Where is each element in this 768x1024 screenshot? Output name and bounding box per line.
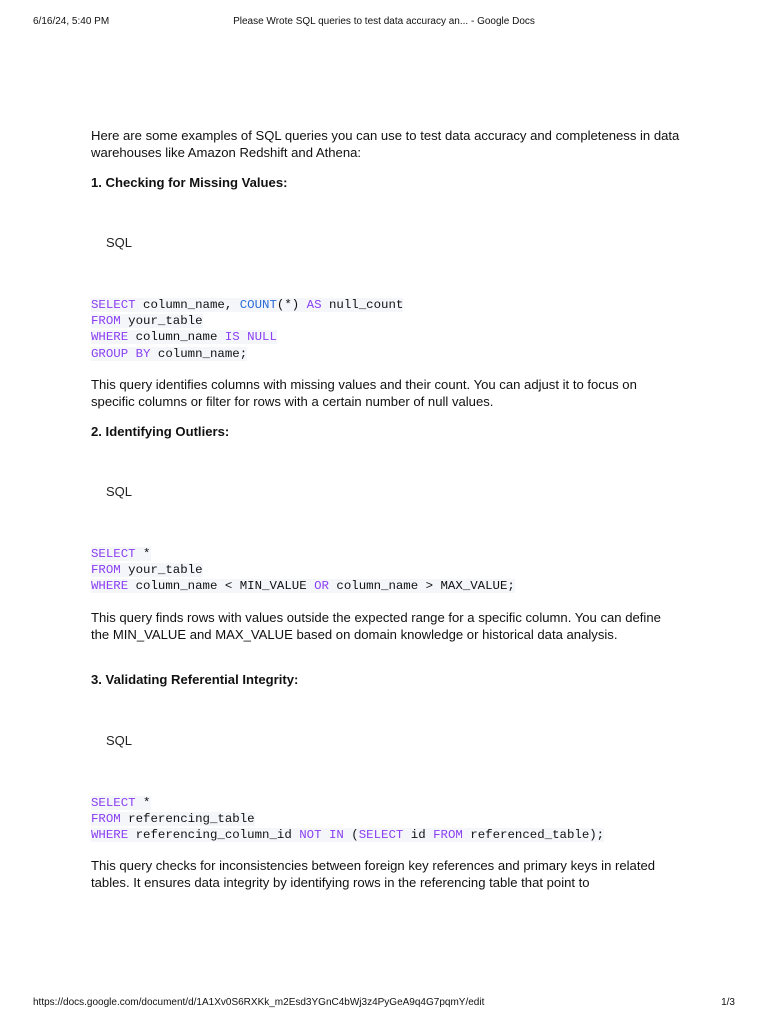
- sql-keyword: NOT IN: [299, 828, 344, 843]
- section-heading: 1. Checking for Missing Values:: [91, 175, 288, 190]
- print-doc-title: Please Wrote SQL queries to test data accuracy an... - Google Docs: [233, 16, 535, 27]
- code-line: [91, 562, 515, 578]
- sql-keyword: FROM: [91, 314, 121, 329]
- sql-text: *: [135, 547, 151, 561]
- code-line: [91, 346, 403, 362]
- sql-keyword: FROM: [433, 828, 463, 843]
- sql-keyword: SELECT: [91, 298, 136, 312]
- code-language-label: SQL: [106, 733, 133, 748]
- code-language-label: SQL: [106, 235, 133, 250]
- code-line: [91, 297, 403, 313]
- sql-text: column_name,: [135, 298, 240, 312]
- sql-keyword: OR: [314, 579, 329, 594]
- sql-text: (*): [276, 298, 307, 312]
- code-line: [91, 811, 604, 827]
- code-line: [91, 578, 515, 594]
- sql-text: *: [135, 796, 151, 810]
- sql-text: referencing_column_id: [128, 828, 300, 843]
- code-line: [91, 795, 604, 811]
- intro-paragraph: Here are some examples of SQL queries you can use to test data accuracy and completeness in data warehouses like Amazon Redshift and Athena:: [91, 128, 680, 160]
- sql-text: your_table: [120, 563, 203, 578]
- code-language-label: SQL: [106, 484, 133, 499]
- sql-keyword: GROUP BY: [91, 346, 151, 361]
- sql-keyword: WHERE: [91, 828, 129, 843]
- print-footer: [33, 997, 735, 1011]
- code-block: [91, 297, 403, 362]
- sql-keyword: WHERE: [91, 579, 129, 594]
- sql-keyword: SELECT: [91, 547, 136, 561]
- section-heading: 2. Identifying Outliers:: [91, 424, 230, 439]
- sql-keyword: SELECT: [91, 796, 136, 810]
- code-line: [91, 827, 604, 843]
- code-line: [91, 329, 403, 345]
- sql-function: COUNT: [239, 298, 277, 312]
- sql-keyword: FROM: [91, 812, 121, 827]
- sql-keyword: AS: [306, 298, 322, 312]
- section-heading: 3. Validating Referential Integrity:: [91, 672, 299, 687]
- sql-text: column_name: [128, 330, 225, 345]
- sql-text: null_count: [321, 298, 404, 312]
- sql-text: your_table: [120, 314, 203, 329]
- sql-text: referencing_table: [120, 812, 255, 827]
- code-block: [91, 546, 515, 595]
- sql-text: column_name > MAX_VALUE;: [328, 579, 515, 594]
- sql-text: column_name < MIN_VALUE: [128, 579, 315, 594]
- print-header: [33, 16, 735, 30]
- section-description: This query checks for inconsistencies between foreign key references and primary keys in related tables. It ensures data integrity by identifying rows in the referencing table that point to: [91, 858, 656, 890]
- code-block: [91, 795, 604, 844]
- sql-keyword: IS NULL: [224, 330, 277, 345]
- section-description: This query identifies columns with missing values and their count. You can adjust it to focus on specific columns or filter for rows with a certain number of null values.: [91, 377, 637, 409]
- sql-keyword: WHERE: [91, 330, 129, 345]
- sql-text: id: [403, 828, 434, 843]
- page-number: 1/3: [721, 997, 735, 1008]
- print-url: https://docs.google.com/document/d/1A1Xv0S6RXKk_m2Esd3YGnC4bWj3z4PyGeA9q4G7pqmY/edit: [33, 997, 485, 1008]
- section-description: This query finds rows with values outside the expected range for a specific column. You can define the MIN_VALUE and MAX_VALUE based on domain knowledge or historical data analysis.: [91, 610, 661, 642]
- code-line: [91, 546, 515, 562]
- print-datetime: 6/16/24, 5:40 PM: [33, 16, 110, 27]
- sql-keyword: FROM: [91, 563, 121, 578]
- sql-text: (: [343, 828, 359, 843]
- sql-keyword: SELECT: [358, 828, 404, 843]
- sql-text: column_name;: [150, 346, 248, 361]
- code-line: [91, 313, 403, 329]
- sql-text: referenced_table);: [462, 828, 605, 843]
